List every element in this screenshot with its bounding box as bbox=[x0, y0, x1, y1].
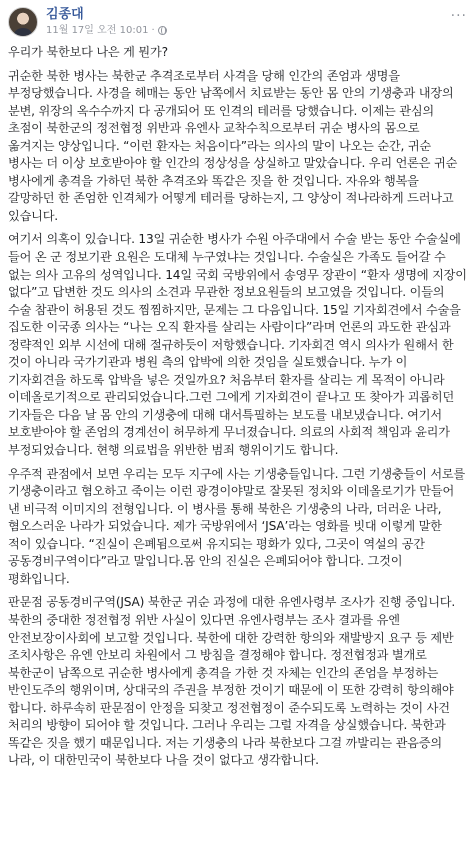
post-meta bbox=[46, 7, 167, 37]
post-header bbox=[8, 4, 467, 40]
post-paragraph: 판문점 공동경비구역(JSA) 북한군 귀순 과정에 대한 유엔사령부 조사가 진행 중입니다. 북한의 중대한 정전협정 위반 사실이 있다면 유엔사령부는 조사 결과를 유엔 안전보장이사회에 보고할 것입니다. 북한에 대한 강력한 항의와 재발방지 요구 등 제반 조치사항은 유엔 안보리 차원에서 그 방침을 결정해야 합니다. 정전협정과 별개로 북한군이 남쪽으로 귀순한 병사에게 총격을 가한 것 자체는 인간의 존엄을 부정하는 반인도주의 행위이며, 상대국의 주권을 부정한 것이기 때문에 이 또한 강력히 항의해야 합니다. 하루속히 판문점이 안정을 되찾고 정전협정이 준수되도록 노력하는 것이 사건 처리의 방향이 되어야 할 것입니다. 그러나 우리는 그럴 자격을 상실했습니다. 북한과 똑같은 짓을 했기 때문입니다. 저는 기생충의 나라 북한보다 그걸 까발리는 관음증의 나라, 이 대한민국이 북한보다 나을 것이 없다고 생각합니다. bbox=[8, 595, 456, 768]
post-paragraph-title: 우리가 북한보다 나은 게 뭔가? bbox=[8, 45, 168, 59]
more-options-icon[interactable]: ··· bbox=[450, 8, 467, 24]
post-paragraph: 귀순한 북한 병사는 북한군 추격조로부터 사격을 당해 인간의 존엄과 생명을 부정당했습니다. 사경을 헤매는 동안 남쪽에서 치료받는 동안 몸 안의 기생충과 내장의 분변, 위장의 옥수수까지 다 공개되어 또 인격의 테러를 당했습니다. 이제는 관심의 초점이 북한군의 정전협정 위반과 유엔사 교착수칙으로부터 귀순 병사의 몸으로 옮겨지는 양상입니다. “이런 환자는 처음이다”라는 의사의 말이 나오는 순간, 귀순 병사는 더 이상 보호받아야 할 인간의 정상성을 상실하고 말았습니다. 우리 언론은 귀순 병사에게 총격을 가하던 북한 추격조와 똑같은 짓을 한 것입니다. 자유와 행복을 갈망하던 한 존엄한 인격체가 어떻게 테러를 당하는지, 그 양상이 적나라하게 드러나고 있습니다. bbox=[8, 68, 458, 223]
globe-icon[interactable] bbox=[158, 26, 167, 35]
post-paragraph: 여기서 의혹이 있습니다. 13일 귀순한 병사가 수원 아주대에서 수술 받는 동안 수술실에 들어 온 군 정보기관 요원은 도대체 누구였냐는 것입니다. 수술실은 가족도 들어갈 수 없는 의사 고유의 성역입니다. 14일 국회 국방위에서 송영무 장관이 “환자 생명에 지장이 없다”고 답변한 것도 의사의 소견과 무관한 정보요원들의 보고였을 것입니다. 이들의 수술 참관이 허용된 것도 찜찜하지만, 문제는 그 다음입니다. 15일 기자회견에서 수술을 집도한 이국종 의사는 “나는 오직 환자를 살리는 사람이다”라며 언론의 과도한 관심과 정략적인 외부 시선에 대해 절규하듯이 저항했습니다. 기자회견 역시 의사가 원해서 한 것이 아니라 국가기관과 병원 측의 압박에 의한 것임을 실토했습니다. 누가 이 기자회견을 하도록 압박을 넣은 것일까요? 처음부터 환자를 살리는 게 목적이 아니라 이데올로기적으로 관리되었습니다.그런 그에게 기자회견이 끝나고 또 찾아가 괴롭히던 기자들은 다음 날 몸 안의 기생충에 대해 대서특필하는 보도를 내보냈습니다. 여기서 보호받아야 할 존엄의 경계선이 허무하게 무너졌습니다. 의료의 사회적 책임과 윤리가 부정되었습니다. 현행 의료법을 위반한 범죄 행위이기도 합니다. bbox=[8, 232, 467, 458]
author-avatar[interactable] bbox=[8, 7, 38, 37]
author-name[interactable]: 김종대 bbox=[46, 7, 84, 22]
post-subline bbox=[46, 24, 167, 37]
post-timestamp[interactable]: 11월 17일 오전 10:01 bbox=[46, 25, 149, 36]
post-body bbox=[8, 44, 467, 770]
separator-dot: · bbox=[151, 25, 155, 36]
post-paragraph: 우주적 관점에서 보면 우리는 모두 지구에 사는 기생충들입니다. 그런 기생충들이 서로를 기생충이라고 혐오하고 죽이는 이런 광경이야말로 잘못된 정치와 이데올로기가 만들어 낸 비극적 이미지의 전형입니다. 이 병사를 통해 북한은 기생충의 나라, 더러운 나라, 혐오스러운 나라가 되었습니다. 제가 국방위에서 ‘JSA’라는 영화를 빗대 이렇게 말한 적이 있습니다. “진실이 은폐됨으로써 유지되는 평화가 있다, 그곳이 역설의 공간 공동경비구역이다”라고 말입니다.몸 안의 진실은 은폐되어야 합니다. 그것이 평화입니다. bbox=[8, 466, 466, 586]
